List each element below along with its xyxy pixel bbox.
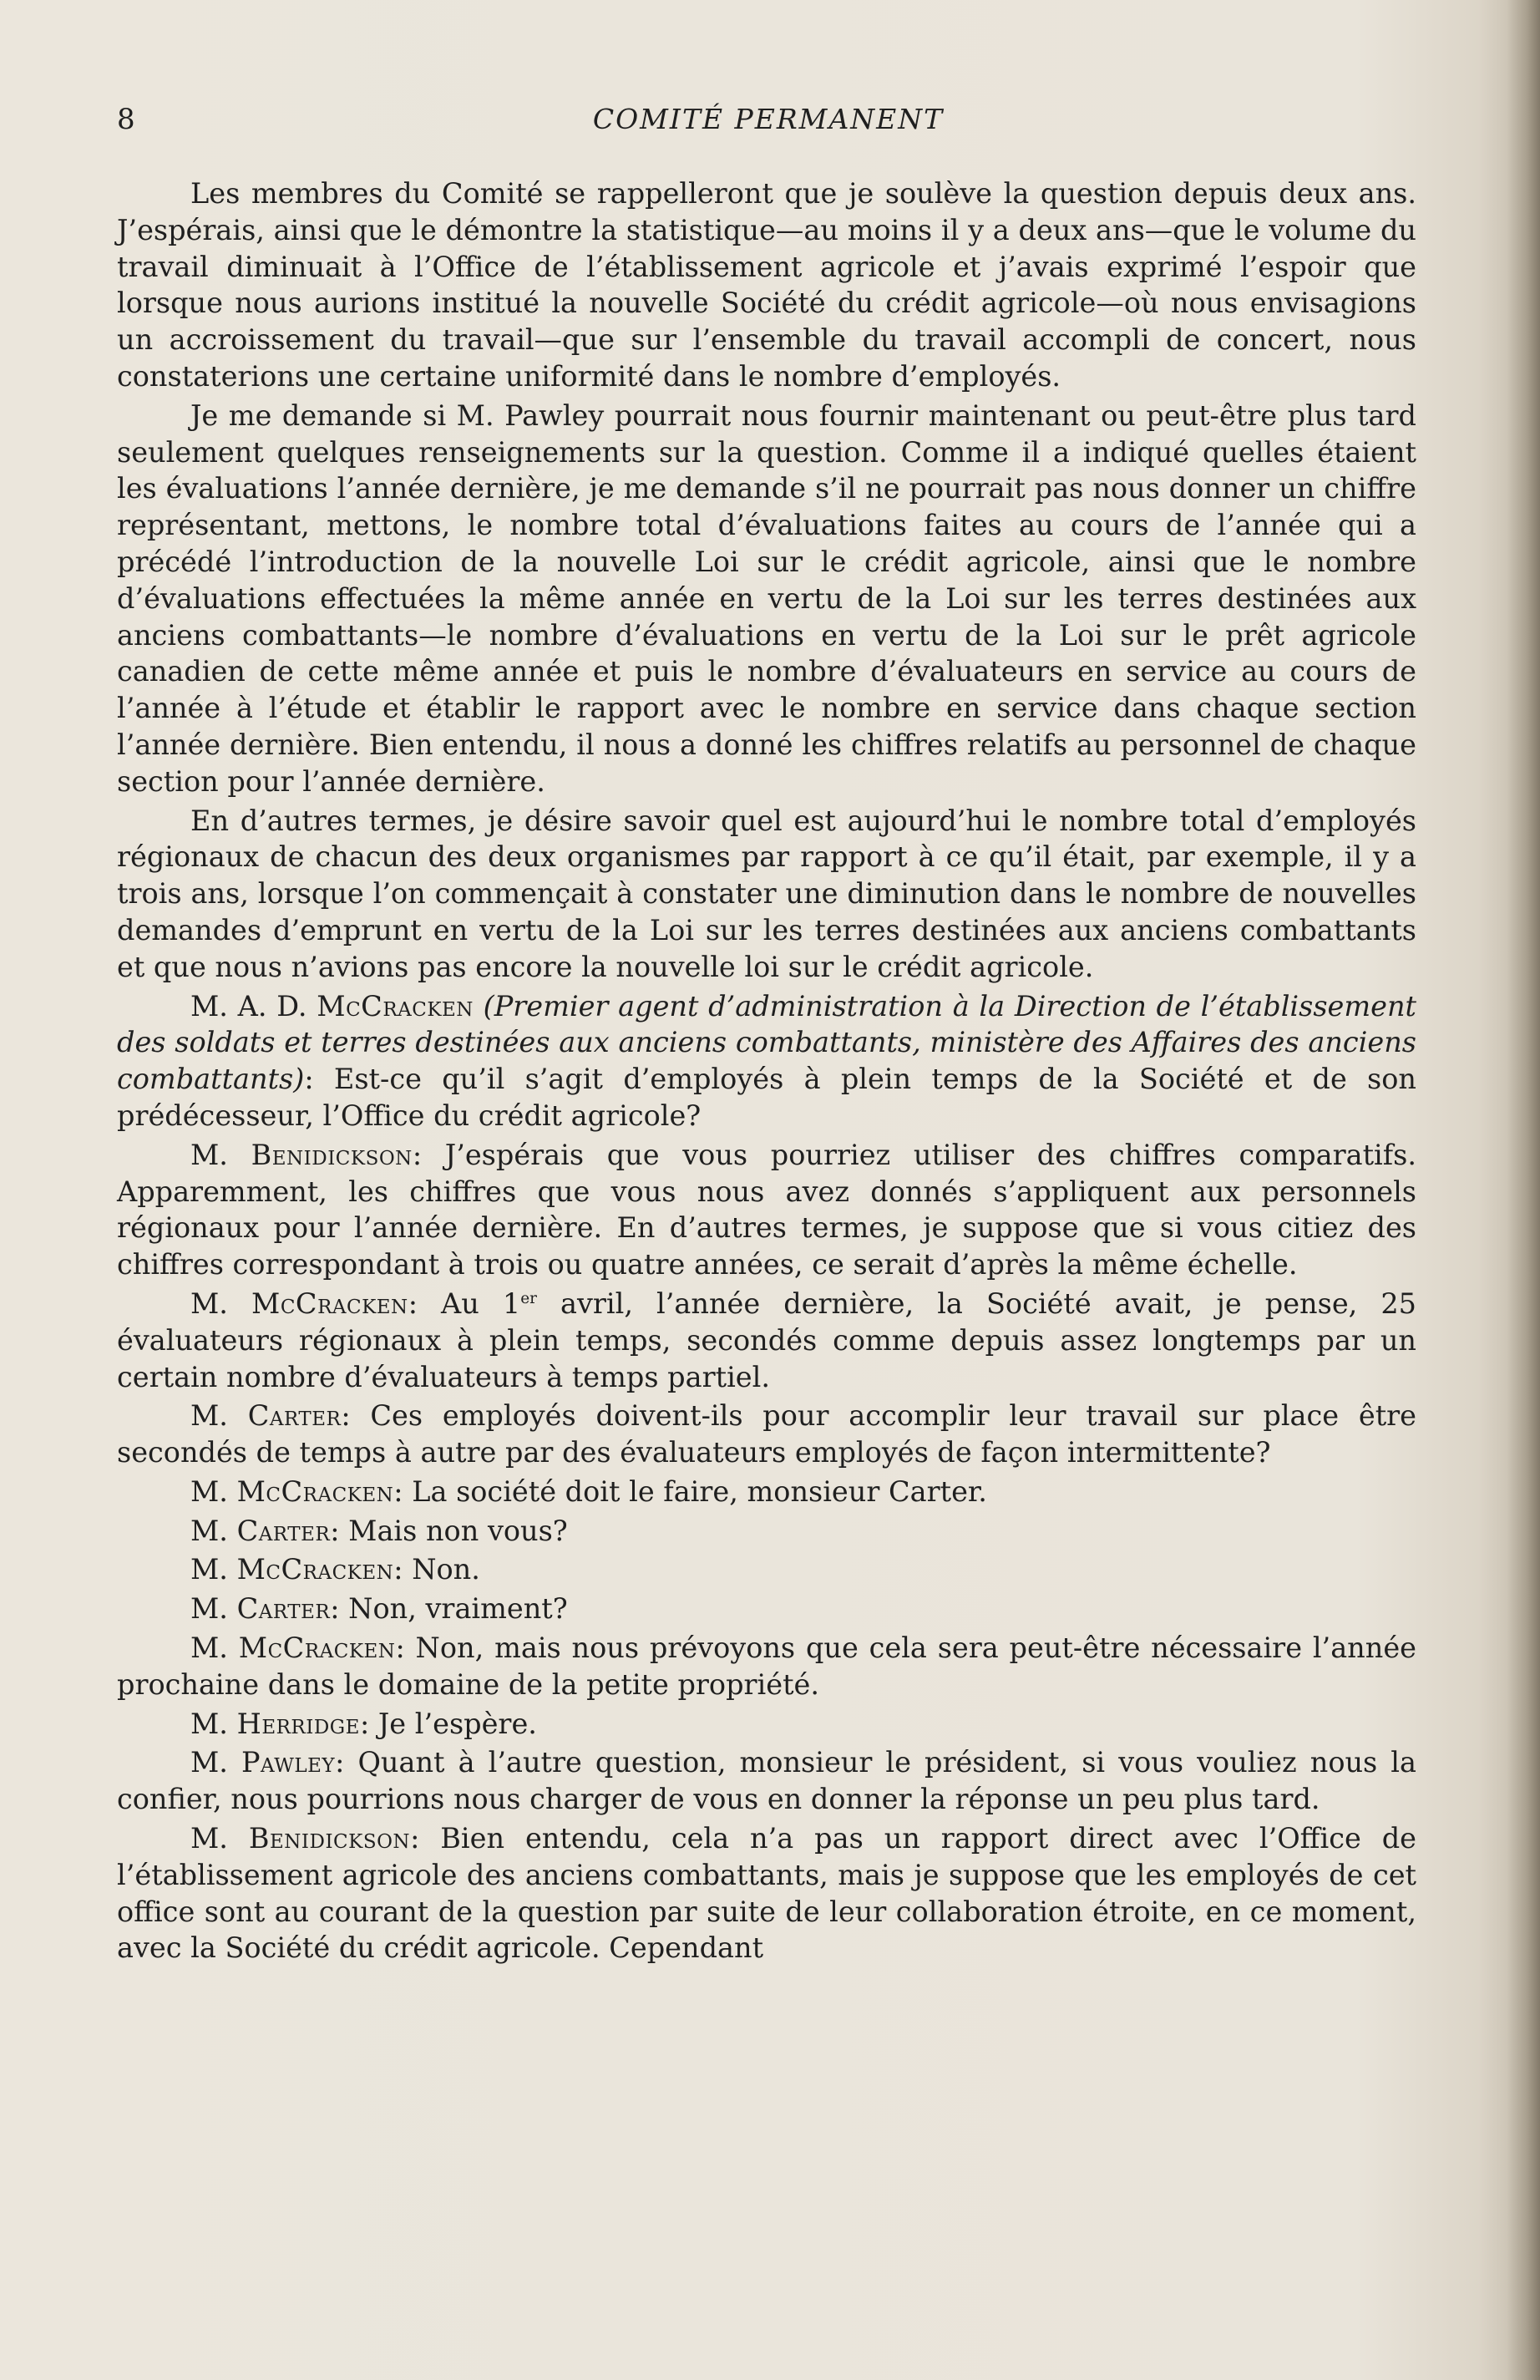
speech-text: : Bien entendu, cela n’a pas un rapport direct avec l’Office de l’établissement agricole des anciens combattants, mais je suppose que les employés de cet office sont au courant de la question par suite de leur collaboration étroite, en ce moment, avec la Société du crédit agricole. Cependant — [117, 1822, 1416, 1965]
speech-carter — [117, 1398, 1416, 1471]
speaker-name: Pawley — [241, 1746, 336, 1779]
speaker-prefix: M. — [190, 1514, 237, 1547]
page-number: 8 — [117, 103, 135, 136]
speech-mccracken — [117, 1286, 1416, 1395]
speaker-prefix: M. A. D. — [190, 989, 317, 1023]
speaker-name: Herridge — [236, 1707, 360, 1740]
speaker-name: McCracken — [251, 1286, 408, 1320]
superscript: er — [520, 1289, 537, 1307]
speech-mccracken — [117, 1630, 1416, 1703]
speaker-prefix: M. — [190, 1592, 237, 1626]
speaker-name: McCracken — [236, 1474, 394, 1508]
page-edge-shadow — [1507, 0, 1540, 2380]
speaker-name: Carter — [236, 1592, 331, 1626]
speaker-name: McCracken — [236, 1553, 394, 1586]
speaker-prefix: M. — [190, 1631, 239, 1665]
speech-text: : Quant à l’autre question, monsieur le président, si vous vouliez nous la confier, nous pourrions nous charger de vous en donner la réponse un peu plus tard. — [117, 1746, 1416, 1816]
speech-text: : Au 1 — [408, 1286, 521, 1320]
speech-mccracken — [117, 1551, 1416, 1588]
speaker-name: McCracken — [317, 989, 474, 1023]
paragraph: Je me demande si M. Pawley pourrait nous fournir maintenant ou peut-être plus tard seulement quelques renseignements sur la question. Comme il a indiqué quelles étaient les évaluations l’année dernière, je me demande s’il ne pourrait pas nous donner un chiffre représentant, mettons, le nombre total d’évaluations faites au cours de l’année qui a précédé l’introduction de la nouvelle Loi sur le crédit agricole, ainsi que le nombre d’évaluations effectuées la même année en vertu de la Loi sur les terres destinées aux anciens combattants—le nombre d’évaluations en vertu de la Loi sur le prêt agricole canadien de cette même année et puis le nombre d’évaluateurs en service au cours de l’année à l’étude et établir le rapport avec le nombre en service dans chaque section l’année dernière. Bien entendu, il nous a donné les chiffres relatifs au personnel de chaque section pour l’année dernière. — [117, 398, 1416, 798]
speech-benidickson — [117, 1820, 1416, 1966]
speaker-name: Carter — [236, 1514, 331, 1547]
speech-benidickson — [117, 1137, 1416, 1283]
paragraph: Les membres du Comité se rappelleront que je soulève la question depuis deux ans. J’espérais, ainsi que le démontre la statistique—au moins il y a deux ans—que le volume du travail diminuait à l’Office de l’établissement agricole et j’avais exprimé l’espoir que lorsque nous aurions institué la nouvelle Société du crédit agricole—où nous envisagions un accroissement du travail—que sur l’ensemble du travail accompli de concert, nous constaterions une certaine uniformité dans le nombre d’employés. — [117, 177, 1416, 393]
running-title: COMITÉ PERMANENT — [592, 103, 945, 135]
speech-text: : Non, vraiment? — [330, 1592, 568, 1626]
speaker-prefix: M. — [190, 1399, 248, 1433]
speaker-prefix: M. — [190, 1746, 242, 1779]
speaker-name: McCracken — [238, 1631, 396, 1665]
speaker-prefix: M. — [190, 1138, 251, 1171]
speech-text: : La société doit le faire, monsieur Carter. — [393, 1474, 987, 1508]
running-head — [117, 99, 1420, 140]
speech-carter — [117, 1513, 1416, 1550]
speech-mccracken — [117, 1474, 1416, 1510]
speech-text: : Ces employés doivent-ils pour accomplir leur travail sur place être secondés de temps à autre par des évaluateurs employés de façon intermittente? — [117, 1399, 1416, 1469]
speaker-name: Benidickson — [251, 1138, 413, 1171]
speech-text: : Je l’espère. — [359, 1707, 537, 1740]
paragraph: En d’autres termes, je désire savoir quel est aujourd’hui le nombre total d’employés régionaux de chacun des deux organismes par rapport à ce qu’il était, par exemple, il y a trois ans, lorsque l’on commençait à constater une diminution dans le nombre de nouvelles demandes d’emprunt en vertu de la Loi sur les terres destinées aux anciens combattants et que nous n’avions pas encore la nouvelle loi sur le crédit agricole. — [117, 804, 1416, 983]
speech-text: : J’espérais que vous pourriez utiliser des chiffres comparatifs. Apparemment, les chiffres que vous nous avez donnés s’appliquent aux personnels régionaux pour l’année dernière. En d’autres termes, je suppose que si vous citiez des chiffres correspondant à trois ou quatre années, ce serait d’après la même échelle. — [117, 1138, 1416, 1281]
speaker-prefix: M. — [190, 1474, 237, 1508]
speaker-prefix: M. — [190, 1286, 252, 1320]
speaker-role: (Premier agent d’administration à la Direction de l’établissement des soldats et terres destinées aux anciens combattants, ministère des Affaires des anciens combattants) — [117, 989, 1416, 1096]
speech-text: : Est-ce qu’il s’agit d’employés à plein temps de la Société et de son prédécesseur, l’Office du crédit agricole? — [117, 1063, 1416, 1132]
speaker-name: Carter — [247, 1399, 342, 1433]
speech-pawley — [117, 1744, 1416, 1818]
speech-mccracken — [117, 988, 1416, 1134]
speaker-prefix: M. — [190, 1707, 237, 1740]
speaker-prefix: M. — [190, 1822, 249, 1855]
body-text — [117, 175, 1416, 1969]
speech-text: : Non. — [393, 1553, 480, 1586]
speech-text: : Mais non vous? — [330, 1514, 568, 1547]
speech-text: avril, l’année dernière, la Société avait, je pense, 25 évaluateurs régionaux à plein temps, secondés comme depuis assez longtemps par un certain nombre d’évaluateurs à temps partiel. — [117, 1286, 1416, 1393]
speech-text: : Non, mais nous prévoyons que cela sera peut-être nécessaire l’année prochaine dans le domaine de la petite propriété. — [117, 1631, 1416, 1701]
speaker-prefix: M. — [190, 1553, 237, 1586]
speech-carter — [117, 1591, 1416, 1627]
speaker-name: Benidickson — [248, 1822, 411, 1855]
speech-herridge — [117, 1706, 1416, 1743]
